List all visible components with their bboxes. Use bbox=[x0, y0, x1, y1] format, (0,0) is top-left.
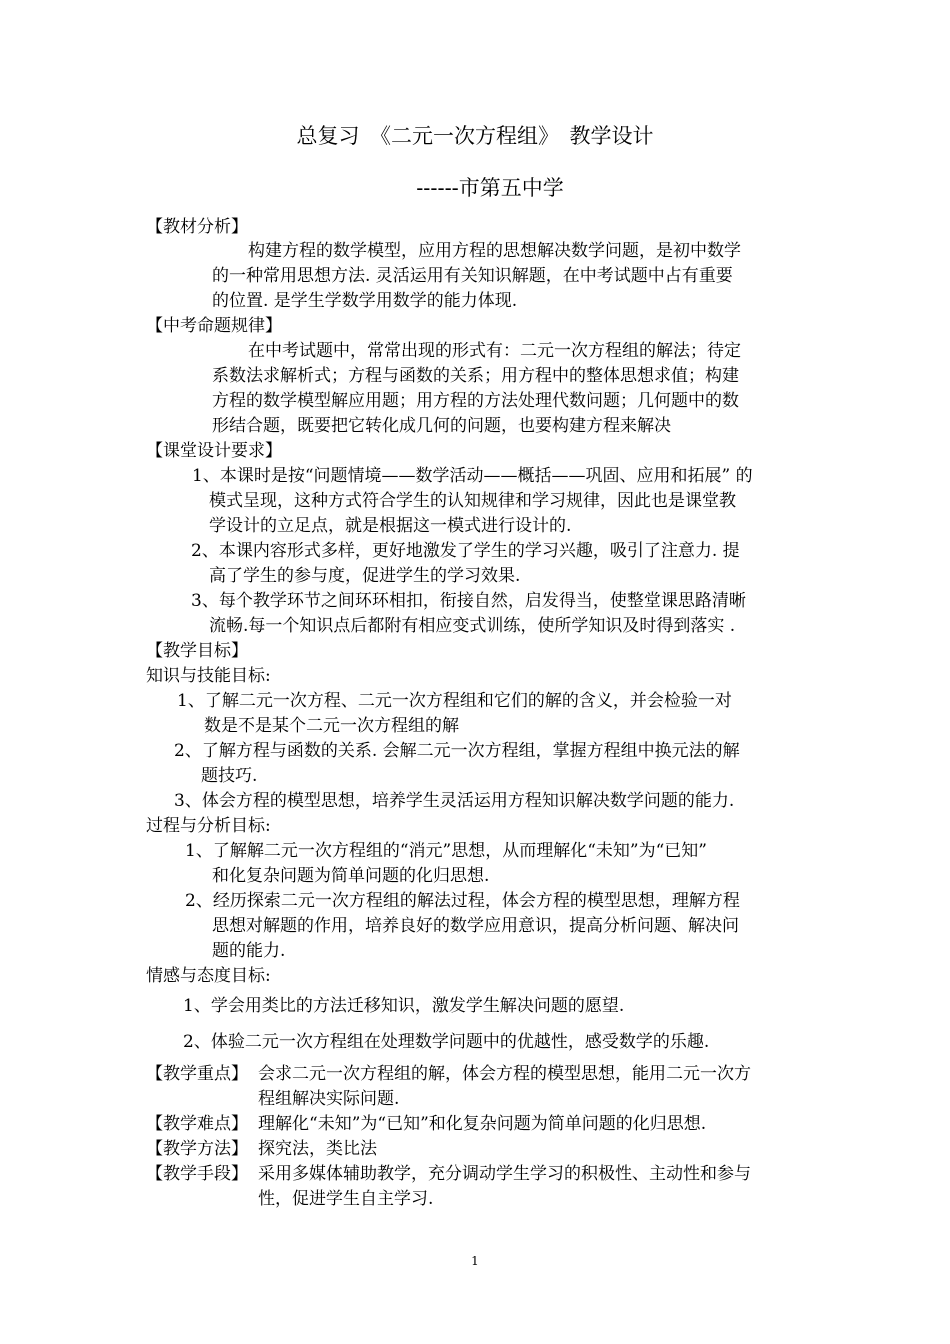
section-heading-key-points: 【教学重点】 bbox=[146, 1064, 248, 1084]
section-heading-teaching-goals: 【教学目标】 bbox=[146, 641, 248, 661]
list-item: 3、体会方程的模型思想，培养学生灵活运用方程知识解决数学问题的能力. bbox=[174, 791, 735, 811]
subheading-process-analysis: 过程与分析目标: bbox=[146, 816, 271, 836]
list-item-continuation: 数是不是某个二元一次方程组的解 bbox=[204, 716, 459, 736]
list-item-continuation: 和化复杂问题为简单问题的化归思想. bbox=[212, 866, 490, 886]
paragraph-line: 的一种常用思想方法. 灵活运用有关知识解题，在中考试题中占有重要 bbox=[212, 266, 733, 286]
section-heading-exam-patterns: 【中考命题规律】 bbox=[146, 316, 282, 336]
paragraph-line: 会求二元一次方程组的解，体会方程的模型思想，能用二元一次方 bbox=[258, 1064, 751, 1084]
list-item: 1、学会用类比的方法迁移知识，激发学生解决问题的愿望. bbox=[183, 996, 625, 1016]
section-heading-textbook-analysis: 【教材分析】 bbox=[146, 217, 248, 237]
page-number: 1 bbox=[471, 1254, 479, 1268]
paragraph-line: 采用多媒体辅助教学，充分调动学生学习的积极性、主动性和参与 bbox=[258, 1164, 751, 1184]
paragraph-line: 探究法，类比法 bbox=[258, 1139, 377, 1159]
paragraph-line: 性，促进学生自主学习. bbox=[258, 1189, 434, 1209]
section-heading-difficulties: 【教学难点】 bbox=[146, 1114, 248, 1134]
list-item-continuation: 思想对解题的作用，培养良好的数学应用意识，提高分析问题、解决问 bbox=[212, 916, 739, 936]
list-item: 2、本课内容形式多样，更好地激发了学生的学习兴趣，吸引了注意力. 提 bbox=[191, 541, 740, 561]
subheading-knowledge-skills: 知识与技能目标: bbox=[146, 666, 271, 686]
paragraph-line: 方程的数学模型解应用题；用方程的方法处理代数问题；几何题中的数 bbox=[212, 391, 739, 411]
list-item: 1、了解二元一次方程、二元一次方程组和它们的解的含义，并会检验一对 bbox=[177, 691, 732, 711]
paragraph-line: 程组解决实际问题. bbox=[258, 1089, 400, 1109]
section-heading-methods: 【教学方法】 bbox=[146, 1139, 248, 1159]
paragraph-line: 的位置. 是学生学数学用数学的能力体现. bbox=[212, 291, 518, 311]
list-item-continuation: 题技巧. bbox=[201, 766, 258, 786]
paragraph-line: 系数法求解析式；方程与函数的关系；用方程中的整体思想求值；构建 bbox=[212, 366, 739, 386]
list-item: 1、了解解二元一次方程组的“消元”思想，从而理解化“未知”为“已知” bbox=[185, 841, 707, 861]
list-item: 3、每个教学环节之间环环相扣，衔接自然，启发得当，使整堂课思路清晰 bbox=[191, 591, 746, 611]
section-heading-means: 【教学手段】 bbox=[146, 1164, 248, 1184]
list-item-continuation: 高了学生的参与度，促进学生的学习效果. bbox=[209, 566, 521, 586]
document-subtitle: ------市第五中学 bbox=[416, 176, 564, 200]
list-item-continuation: 模式呈现，这种方式符合学生的认知规律和学习规律，因此也是课堂教 bbox=[209, 491, 736, 511]
paragraph-line: 形结合题，既要把它转化成几何的问题，也要构建方程来解决 bbox=[212, 416, 671, 436]
section-heading-class-design: 【课堂设计要求】 bbox=[146, 441, 282, 461]
paragraph-line: 在中考试题中，常常出现的形式有：二元一次方程组的解法；待定 bbox=[248, 341, 741, 361]
document-title: 总复习 《二元一次方程组》 教学设计 bbox=[296, 124, 654, 148]
list-item-continuation: 流畅.每一个知识点后都附有相应变式训练，使所学知识及时得到落实 . bbox=[209, 616, 736, 636]
paragraph-line: 理解化“未知”为“已知”和化复杂问题为简单问题的化归思想. bbox=[258, 1114, 707, 1134]
subheading-emotion-attitude: 情感与态度目标: bbox=[146, 966, 271, 986]
list-item: 1、本课时是按“问题情境——数学活动——概括——巩固、应用和拓展” 的 bbox=[192, 466, 753, 486]
paragraph-line: 构建方程的数学模型，应用方程的思想解决数学问题，是初中数学 bbox=[248, 241, 741, 261]
list-item-continuation: 题的能力. bbox=[212, 941, 286, 961]
list-item: 2、经历探索二元一次方程组的解法过程，体会方程的模型思想，理解方程 bbox=[185, 891, 740, 911]
list-item: 2、了解方程与函数的关系. 会解二元一次方程组，掌握方程组中换元法的解 bbox=[174, 741, 740, 761]
list-item: 2、体验二元一次方程组在处理数学问题中的优越性，感受数学的乐趣. bbox=[183, 1032, 710, 1052]
list-item-continuation: 学设计的立足点，就是根据这一模式进行设计的. bbox=[209, 516, 572, 536]
